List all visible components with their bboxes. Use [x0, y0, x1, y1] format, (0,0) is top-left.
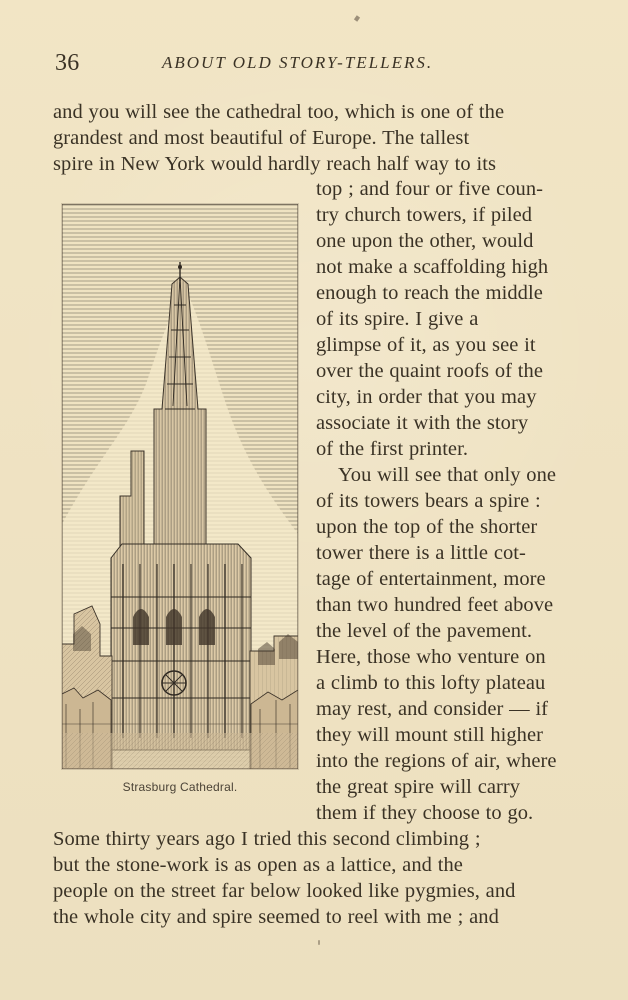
body-line-1: and you will see the cathedral too, which is one of the — [53, 101, 505, 123]
body-line-13: associate it with the story — [316, 412, 529, 434]
body-line-22: Here, those who venture on — [316, 646, 546, 668]
body-line-3: spire in New York would hardly reach half way to its — [53, 153, 497, 175]
body-line-14: of the first printer. — [316, 438, 469, 460]
print-mark — [318, 940, 320, 945]
body-line-4: top ; and four or five coun- — [316, 178, 544, 200]
body-line-20: than two hundred feet above — [316, 594, 554, 616]
body-line-19: tage of entertainment, more — [316, 568, 546, 590]
strasburg-cathedral-illustration — [61, 203, 299, 770]
body-line-11: over the quaint roofs of the — [316, 360, 543, 382]
body-line-17: upon the top of the shorter — [316, 516, 538, 538]
body-line-18: tower there is a little cot- — [316, 542, 526, 564]
page-header — [55, 50, 575, 78]
body-line-30: but the stone-work is as open as a lattice, and the — [53, 854, 463, 876]
body-line-16: of its towers bears a spire : — [316, 490, 541, 512]
body-line-8: enough to reach the middle — [316, 282, 543, 304]
running-head: ABOUT OLD STORY-TELLERS. — [162, 53, 434, 72]
engraving-graphic — [62, 204, 298, 769]
body-line-25: they will mount still higher — [316, 724, 544, 746]
body-line-23: a climb to this lofty plateau — [316, 672, 546, 694]
body-line-27: the great spire will carry — [316, 776, 521, 798]
body-line-2: grandest and most beautiful of Europe. The tallest — [53, 127, 470, 149]
body-line-31: people on the street far below looked like pygmies, and — [53, 880, 516, 902]
body-line-32: the whole city and spire seemed to reel with me ; and — [53, 906, 499, 928]
illustration-caption: Strasburg Cathedral. — [122, 780, 238, 794]
body-line-12: city, in order that you may — [316, 386, 537, 408]
body-line-15: You will see that only one — [338, 464, 557, 486]
body-line-10: glimpse of it, as you see it — [316, 334, 536, 356]
body-line-21: the level of the pavement. — [316, 620, 533, 642]
body-line-29: Some thirty years ago I tried this second climbing ; — [53, 828, 481, 850]
body-line-6: one upon the other, would — [316, 230, 534, 252]
body-line-26: into the regions of air, where — [316, 750, 557, 772]
body-line-5: try church towers, if piled — [316, 204, 533, 226]
body-line-28: them if they choose to go. — [316, 802, 534, 824]
body-line-24: may rest, and consider — if — [316, 698, 549, 720]
body-line-9: of its spire. I give a — [316, 308, 479, 330]
page-number: 36 — [55, 50, 80, 76]
ink-speck — [354, 15, 360, 21]
body-line-7: not make a scaffolding high — [316, 256, 549, 278]
